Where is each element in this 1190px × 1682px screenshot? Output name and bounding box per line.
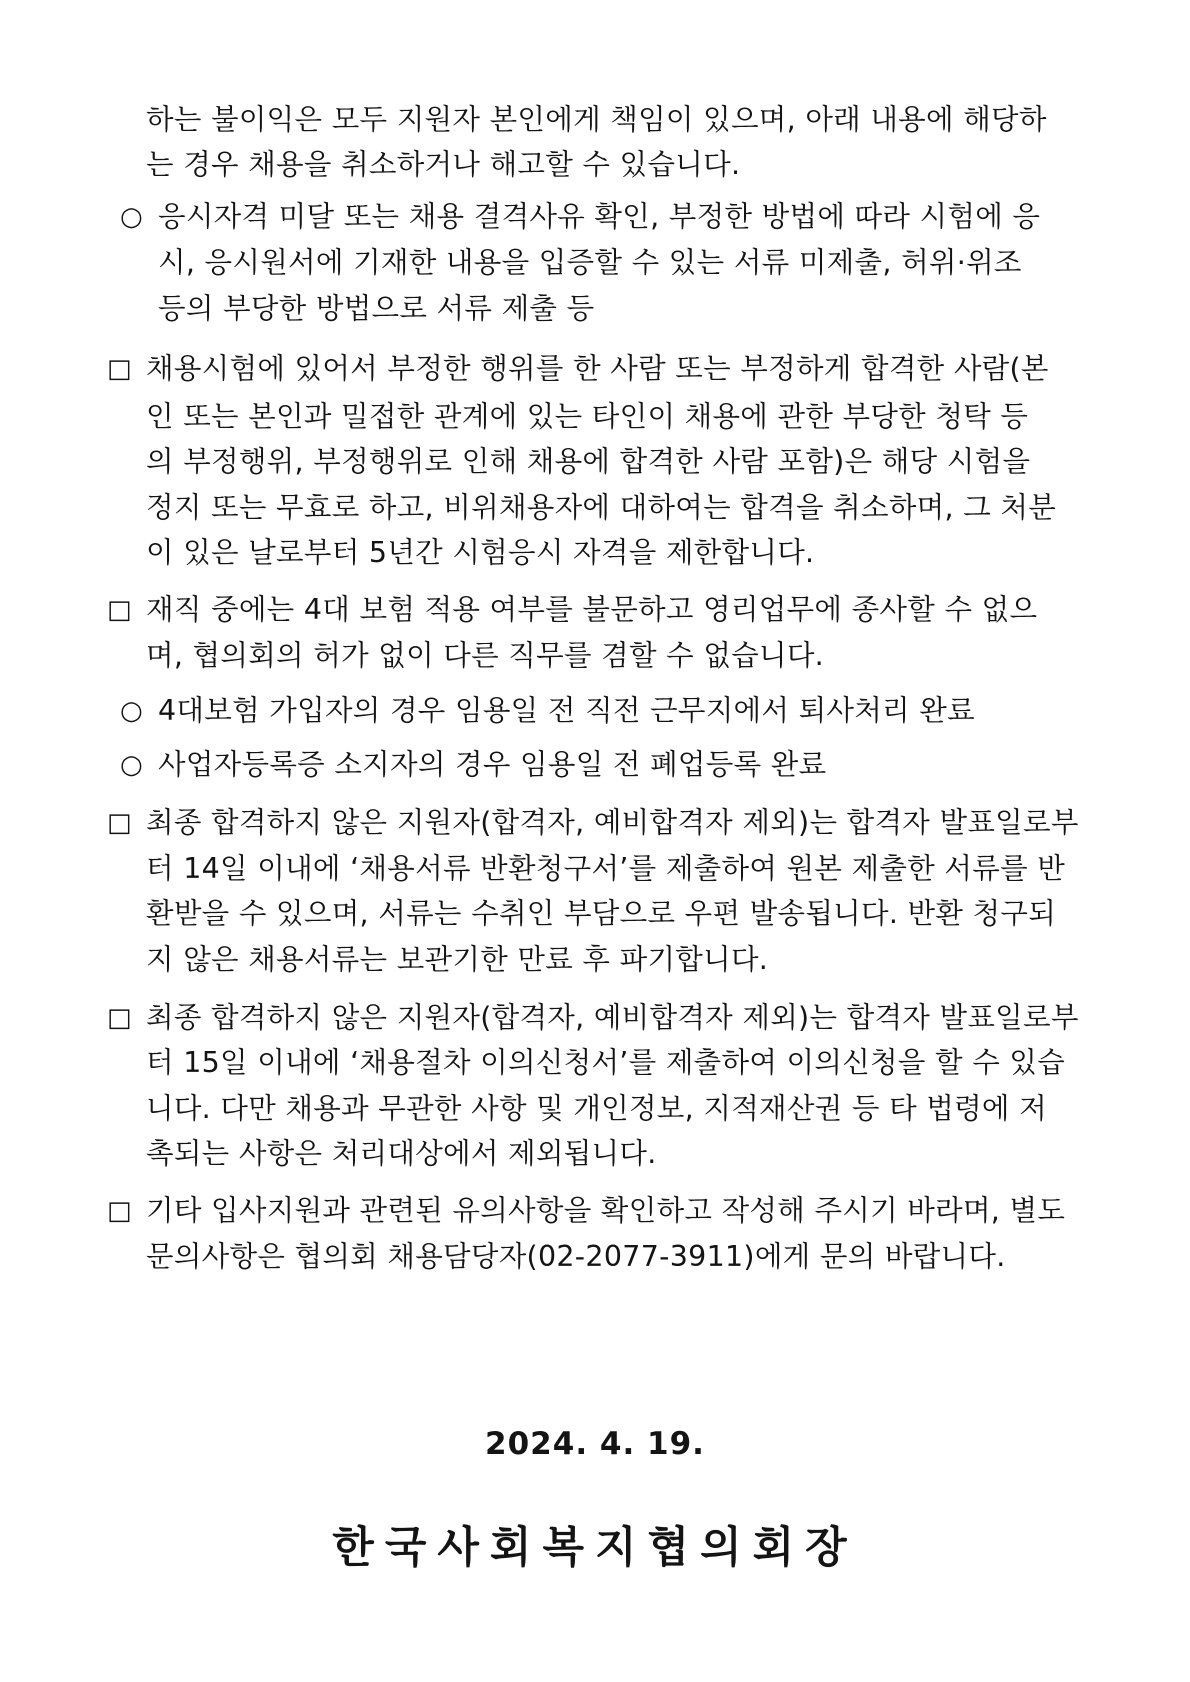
objection-line-1: 최종 합격하지 않은 지원자(합격자, 예비합격자 제외)는 합격자 발표일로부 (146, 1001, 1079, 1034)
misconduct-line-1: 채용시험에 있어서 부정한 행위를 한 사람 또는 부정하게 합격한 사람(본 (146, 352, 1049, 385)
side-work-line-2: 며, 협의회의 허가 없이 다른 직무를 겸할 수 없습니다. (146, 639, 825, 672)
side-work-sub-2: 사업자등록증 소지자의 경우 임용일 전 폐업등록 완료 (158, 748, 827, 781)
intro-line-1: 하는 불이익은 모두 지원자 본인에게 책임이 있으며, 아래 내용에 해당하 (146, 103, 1047, 136)
cancel-reasons-line-3: 등의 부당한 방법으로 서류 제출 등 (158, 292, 595, 325)
objection-line-4: 촉되는 사항은 처리대상에서 제외됩니다. (146, 1137, 657, 1170)
side-work-line-1: 재직 중에는 4대 보험 적용 여부를 불문하고 영리업무에 종사할 수 없으 (146, 593, 1038, 626)
misconduct-line-5: 이 있은 날로부터 5년간 시험응시 자격을 제한합니다. (146, 536, 815, 569)
square-bullet-icon: □ (107, 808, 132, 838)
circle-bullet-icon: ○ (120, 750, 143, 780)
issue-date: 2024. 4. 19. (485, 1426, 705, 1462)
document-return-line-2: 터 14일 이내에 ‘채용서류 반환청구서’를 제출하여 원본 제출한 서류를 반 (146, 852, 1066, 885)
square-bullet-icon: □ (107, 354, 132, 384)
document-return-line-3: 환받을 수 있으며, 서류는 수취인 부담으로 우편 발송됩니다. 반환 청구되 (146, 897, 1057, 930)
misconduct-line-3: 의 부정행위, 부정행위로 인해 채용에 합격한 사람 포함)은 해당 시험을 (146, 445, 1031, 478)
document-return-line-4: 지 않은 채용서류는 보관기한 만료 후 파기합니다. (146, 943, 769, 976)
circle-bullet-icon: ○ (120, 202, 143, 232)
misconduct-line-4: 정지 또는 무효로 하고, 비위채용자에 대하여는 합격을 취소하며, 그 처분 (146, 491, 1057, 524)
misconduct-line-2: 인 또는 본인과 밀접한 관계에 있는 타인이 채용에 관한 부당한 청탁 등 (146, 400, 1029, 433)
square-bullet-icon: □ (107, 1196, 132, 1226)
cancel-reasons-line-1: 응시자격 미달 또는 채용 결격사유 확인, 부정한 방법에 따라 시험에 응 (158, 200, 1041, 233)
objection-line-3: 니다. 다만 채용과 무관한 사항 및 개인정보, 지적재산권 등 타 법령에 저 (146, 1092, 1047, 1125)
square-bullet-icon: □ (107, 595, 132, 625)
document-return-line-1: 최종 합격하지 않은 지원자(합격자, 예비합격자 제외)는 합격자 발표일로부 (146, 806, 1079, 839)
cancel-reasons-line-2: 시, 응시원서에 기재한 내용을 입증할 수 있는 서류 미제출, 허위·위조 (158, 246, 1022, 279)
side-work-sub-1: 4대보험 가입자의 경우 임용일 전 직전 근무지에서 퇴사처리 완료 (158, 694, 975, 727)
square-bullet-icon: □ (107, 1003, 132, 1033)
issuer-signature: 한국사회복지협의회장 (332, 1523, 858, 1573)
intro-line-2: 는 경우 채용을 취소하거나 해고할 수 있습니다. (146, 148, 741, 181)
circle-bullet-icon: ○ (120, 696, 143, 726)
objection-line-2: 터 15일 이내에 ‘채용절차 이의신청서’를 제출하여 이의신청을 할 수 있습 (146, 1046, 1066, 1079)
contact-line-2: 문의사항은 협의회 채용담당자(02-2077-3911)에게 문의 바랍니다. (146, 1240, 1006, 1273)
contact-line-1: 기타 입사지원과 관련된 유의사항을 확인하고 작성해 주시기 바라며, 별도 (146, 1194, 1066, 1227)
